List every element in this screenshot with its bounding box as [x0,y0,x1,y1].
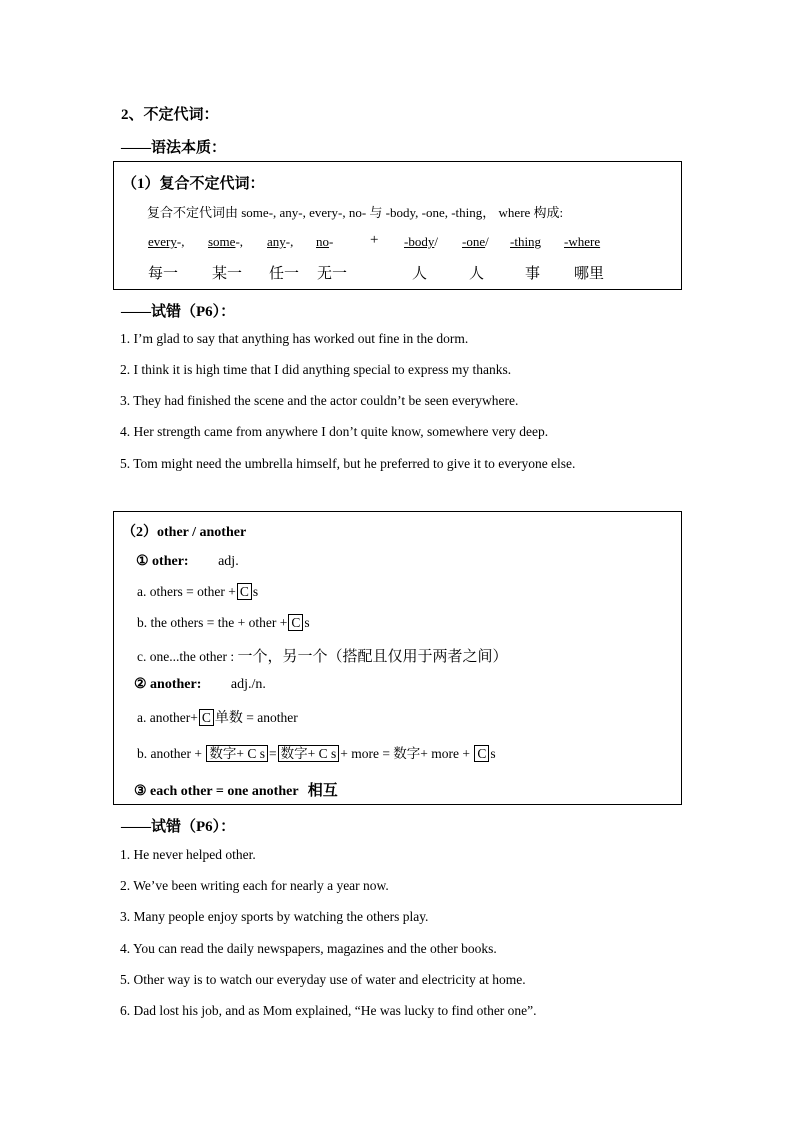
meaning-thing: 事 [525,266,541,282]
meaning-some: 某一 [212,266,243,282]
number-plus-c-box: 数字+ C s [206,745,268,762]
suffix-where: -where [564,234,601,249]
c-box: C [474,745,489,762]
other-pos: adj. [218,554,239,569]
other-row [136,553,239,570]
another-pos: adj./n. [230,677,266,692]
section-title: 2、不定代词： [121,107,219,123]
other-c-row: c. one...the other : 一个，另一个（搭配且仅用于两者之间） [137,649,508,665]
another-b-row: b. another + 数字+ C s = 数字+ C s + more = 数字+ more + C s [137,746,496,761]
each-other-row: ③ each other = one another 相互 [134,783,338,799]
c-box: C [199,709,214,726]
prefix-no: no- [316,234,334,249]
other-a-row: a. others = other + C s [137,584,259,599]
other-b-row: b. the others = the + other + C s [137,615,310,630]
prefix-any: any-, [267,234,294,249]
practice2-item: 1. He never helped other. [120,847,256,862]
other-label: ① other: [136,554,189,569]
practice1-item: 4. Her strength came from anywhere I don’t quite know, somewhere very deep. [120,424,549,439]
meaning-every: 每一 [148,266,179,282]
prefix-every: every-, [148,234,185,249]
box1-intro: 复合不定代词由 some-, any-, every-, no- 与 -body, -one, -thing， where 构成: [147,205,564,220]
meaning-where: 哪里 [574,266,605,282]
practice2-item: 2. We’ve been writing each for nearly a year now. [120,878,389,893]
other-another-box [113,511,682,805]
meaning-no: 无一 [317,266,348,282]
another-label: ② another: [134,677,202,692]
practice1-item: 5. Tom might need the umbrella himself, but he preferred to give it to everyone else. [120,456,576,471]
box1-title: （1）复合不定代词： [122,176,265,192]
c-box: C [237,583,252,600]
practice2-item: 3. Many people enjoy sports by watching the others play. [120,909,429,924]
another-a-row: a. another+ C 单数 = another [137,710,298,726]
practice2-item: 5. Other way is to watch our everyday use of water and electricity at home. [120,972,526,987]
meaning-body: 人 [412,266,428,282]
suffix-one: -one/ [462,234,489,249]
plus-sign: + [370,232,379,248]
practice1-item: 1. I’m glad to say that anything has worked out fine in the dorm. [120,331,469,346]
compound-pronoun-box [113,161,682,290]
another-row [134,676,266,693]
suffix-thing: -thing [510,234,542,249]
essence-heading: ——语法本质： [121,140,227,156]
number-plus-c-box: 数字+ C s [278,745,340,762]
practice2-heading: ——试错（P6）： [121,819,236,835]
practice1-item: 2. I think it is high time that I did anything special to express my thanks. [120,362,512,377]
c-box: C [288,614,303,631]
meaning-any: 任一 [269,266,300,282]
meaning-one: 人 [469,266,485,282]
practice1-item: 3. They had finished the scene and the actor couldn’t be seen everywhere. [120,393,519,408]
prefix-some: some-, [208,234,244,249]
practice2-item: 6. Dad lost his job, and as Mom explained, “He was lucky to find other one”. [120,1003,537,1018]
practice2-item: 4. You can read the daily newspapers, magazines and the other books. [120,941,497,956]
practice1-heading: ——试错（P6）： [121,304,236,320]
suffix-body: -body/ [404,234,438,249]
box2-title: （2）other / another [122,525,247,540]
